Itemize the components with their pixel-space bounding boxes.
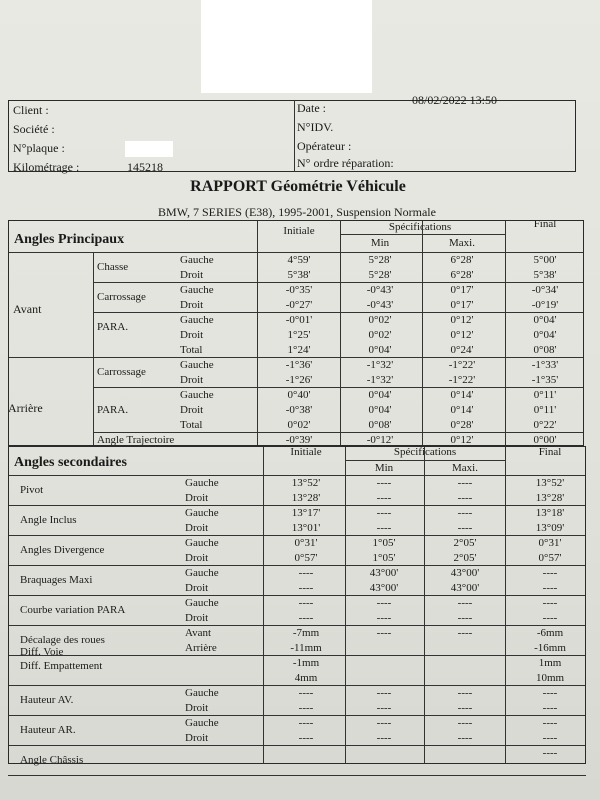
- principal-min-value: 0°02': [368, 329, 392, 341]
- secondary-value: ----: [298, 717, 314, 729]
- principal-min-value: 0°04': [368, 389, 392, 401]
- secondary-value: ----: [542, 747, 558, 759]
- secondary-row-label: Diff. Empattement: [20, 660, 103, 672]
- principal-initial-value: 0°40': [287, 389, 311, 401]
- principal-max-value: 0°17': [450, 284, 474, 296]
- principal-initial-value: 1°24': [287, 344, 311, 356]
- secondary-value: ----: [298, 567, 314, 579]
- principal-min-value: 0°04': [368, 344, 392, 356]
- secondary-col-final: Final: [538, 446, 562, 458]
- secondary-row-label: Courbe variation PARA: [20, 604, 126, 616]
- secondary-row-label: Décalage des roues: [20, 634, 105, 646]
- kilometrage-value: 145218: [127, 160, 163, 174]
- secondary-value: ----: [376, 702, 392, 714]
- ordre-label: N° ordre réparation:: [297, 156, 394, 170]
- principal-final-value: -0°19': [531, 299, 559, 311]
- date-label: Date :: [297, 101, 326, 115]
- secondary-side-label: Avant: [185, 627, 212, 639]
- principal-final-value: 5°38': [533, 269, 557, 281]
- principal-min-value: -0°43': [366, 299, 394, 311]
- principal-initial-value: -0°27': [285, 299, 313, 311]
- principal-initial-value: -0°38': [285, 404, 313, 416]
- secondary-value: ----: [457, 597, 473, 609]
- secondary-value: 43°00': [369, 582, 399, 594]
- secondary-value: ----: [376, 597, 392, 609]
- secondary-value: 0°31': [294, 537, 318, 549]
- secondary-value: 1°05': [372, 537, 396, 549]
- secondary-side-label: Gauche: [185, 687, 219, 699]
- societe-label: Société :: [13, 122, 55, 136]
- secondary-value: ----: [457, 522, 473, 534]
- secondary-value: -16mm: [534, 642, 566, 654]
- redacted-plate: [125, 141, 173, 157]
- secondary-value: -6mm: [536, 627, 564, 639]
- secondary-value: 43°00': [450, 582, 480, 594]
- principal-min-value: -1°32': [366, 359, 394, 371]
- secondary-row-label: Angle Châssis: [20, 754, 84, 766]
- secondary-col-specs: Spécifications: [393, 446, 457, 458]
- principal-row-side: Gauche: [180, 389, 214, 401]
- secondary-value: 2°05': [453, 552, 477, 564]
- secondary-value: ----: [542, 732, 558, 744]
- principal-max-value: -1°22': [448, 359, 476, 371]
- secondary-value: ----: [457, 492, 473, 504]
- secondary-row-label: Braquages Maxi: [20, 574, 93, 586]
- principal-initial-value: -1°26': [285, 374, 313, 386]
- secondary-value: ----: [376, 492, 392, 504]
- plaque-label: N°plaque :: [13, 141, 65, 155]
- principal-row-category: Chasse: [97, 261, 129, 273]
- secondary-value: ----: [457, 732, 473, 744]
- secondary-value: ----: [298, 612, 314, 624]
- secondary-row-label: Angle Inclus: [20, 514, 77, 526]
- idv-label: N°IDV.: [297, 120, 334, 134]
- secondary-value: ----: [298, 582, 314, 594]
- secondary-value: ----: [298, 702, 314, 714]
- secondary-side-label: Arrière: [185, 642, 217, 654]
- principal-final-value: 0°22': [533, 419, 557, 431]
- secondary-value: ----: [298, 687, 314, 699]
- principal-row-side: Total: [180, 419, 203, 431]
- secondary-side-label: Droit: [185, 732, 209, 744]
- principal-row-side: Gauche: [180, 359, 214, 371]
- principal-min-value: -0°12': [366, 434, 394, 446]
- principal-row-category: Carrossage: [97, 291, 146, 303]
- principal-initial-value: -0°01': [285, 314, 313, 326]
- principal-final-value: 5°00': [533, 254, 557, 266]
- secondary-side-label: Gauche: [185, 717, 219, 729]
- secondary-value: ----: [376, 627, 392, 639]
- principal-row-category: PARA.: [97, 321, 129, 333]
- secondary-value: 0°57': [294, 552, 318, 564]
- secondary-side-label: Gauche: [185, 597, 219, 609]
- principal-min-value: 0°08': [368, 419, 392, 431]
- secondary-table-frame: [8, 446, 586, 764]
- principal-max-value: 6°28': [450, 269, 474, 281]
- secondary-row-label: Hauteur AV.: [20, 694, 74, 706]
- secondary-value: ----: [457, 717, 473, 729]
- principal-col-maxi: Maxi.: [449, 237, 475, 249]
- secondary-value: ----: [542, 687, 558, 699]
- secondary-value: 10mm: [535, 672, 565, 684]
- secondary-value: ----: [376, 477, 392, 489]
- secondary-value: ----: [542, 612, 558, 624]
- secondary-value: ----: [542, 717, 558, 729]
- principal-max-value: 0°24': [450, 344, 474, 356]
- secondary-value: 4mm: [294, 672, 318, 684]
- principal-max-value: -1°22': [448, 374, 476, 386]
- principal-min-value: 0°04': [368, 404, 392, 416]
- secondary-value: ----: [542, 702, 558, 714]
- principal-col-final: Final: [533, 218, 557, 230]
- principal-final-value: 0°11': [533, 389, 557, 401]
- secondary-value: ----: [457, 702, 473, 714]
- principal-row-side: Gauche: [180, 284, 214, 296]
- secondary-value: ----: [376, 687, 392, 699]
- principal-initial-value: 1°25': [287, 329, 311, 341]
- secondary-row-label: Angles Divergence: [20, 544, 105, 556]
- principal-row-side: Droit: [180, 299, 204, 311]
- secondary-value: -7mm: [292, 627, 320, 639]
- secondary-value: -11mm: [290, 642, 322, 654]
- principal-final-value: 0°11': [533, 404, 557, 416]
- secondary-row-label: Diff. Voie: [20, 646, 64, 658]
- secondary-value: 43°00': [450, 567, 480, 579]
- secondary-value: 13°17': [291, 507, 321, 519]
- principal-max-value: 0°14': [450, 404, 474, 416]
- secondary-value: 13°09': [535, 522, 565, 534]
- principal-max-value: 0°12': [450, 314, 474, 326]
- secondary-value: ----: [457, 687, 473, 699]
- principal-final-value: -1°35': [531, 374, 559, 386]
- secondary-value: ----: [376, 612, 392, 624]
- report-title: RAPPORT Géométrie Véhicule: [190, 178, 406, 195]
- secondary-side-label: Droit: [185, 612, 209, 624]
- secondary-value: ----: [457, 627, 473, 639]
- secondary-value: ----: [542, 582, 558, 594]
- secondary-value: 43°00': [369, 567, 399, 579]
- secondary-value: 2°05': [453, 537, 477, 549]
- secondary-col-maxi: Maxi.: [452, 462, 478, 474]
- secondary-value: ----: [457, 507, 473, 519]
- principal-col-specs: Spécifications: [388, 221, 452, 233]
- secondary-value: ----: [298, 597, 314, 609]
- secondary-col-min: Min: [374, 462, 394, 474]
- secondary-value: ----: [376, 717, 392, 729]
- client-label: Client :: [13, 103, 49, 117]
- principal-min-value: 5°28': [368, 269, 392, 281]
- date-value: 08/02/2022 13:50: [412, 93, 498, 107]
- secondary-side-label: Gauche: [185, 567, 219, 579]
- secondary-side-label: Droit: [185, 552, 209, 564]
- secondary-side-label: Gauche: [185, 537, 219, 549]
- principal-max-value: 0°12': [450, 434, 474, 446]
- principal-max-value: 0°28': [450, 419, 474, 431]
- secondary-value: ----: [457, 477, 473, 489]
- secondary-side-label: Gauche: [185, 477, 219, 489]
- secondary-side-label: Gauche: [185, 507, 219, 519]
- principal-col-initiale: Initiale: [283, 225, 315, 237]
- principal-initial-value: 5°38': [287, 269, 311, 281]
- secondary-row-label: Pivot: [20, 484, 44, 496]
- principal-table-frame: [8, 220, 584, 446]
- principal-min-value: 5°28': [368, 254, 392, 266]
- principal-row-side: Droit: [180, 374, 204, 386]
- principal-final-value: 0°04': [533, 314, 557, 326]
- principal-final-value: -1°33': [531, 359, 559, 371]
- secondary-value: 13°28': [535, 492, 565, 504]
- secondary-value: 13°52': [535, 477, 565, 489]
- principal-max-value: 6°28': [450, 254, 474, 266]
- secondary-col-initiale: Initiale: [290, 446, 322, 458]
- principal-max-value: 0°14': [450, 389, 474, 401]
- secondary-value: 13°18': [535, 507, 565, 519]
- principal-row-side: Gauche: [180, 314, 214, 326]
- principal-row-category: Carrossage: [97, 366, 146, 378]
- principal-initial-value: -1°36': [285, 359, 313, 371]
- principal-row-side: Droit: [180, 404, 204, 416]
- secondary-value: 13°28': [291, 492, 321, 504]
- principal-min-value: -1°32': [366, 374, 394, 386]
- secondary-side-label: Droit: [185, 582, 209, 594]
- secondary-value: ----: [542, 597, 558, 609]
- secondary-value: 13°01': [291, 522, 321, 534]
- principal-row-category: PARA.: [97, 404, 129, 416]
- principal-initial-value: -0°39': [285, 434, 313, 446]
- secondary-value: ----: [376, 522, 392, 534]
- secondary-value: ----: [542, 567, 558, 579]
- secondary-side-label: Droit: [185, 492, 209, 504]
- redacted-header-block: [201, 0, 372, 93]
- principal-max-value: 0°12': [450, 329, 474, 341]
- secondary-section-title: Angles secondaires: [14, 455, 127, 470]
- principal-row-side: Droit: [180, 329, 204, 341]
- principal-initial-value: 4°59': [287, 254, 311, 266]
- principal-final-value: 0°08': [533, 344, 557, 356]
- principal-final-value: 0°00': [533, 434, 557, 446]
- secondary-value: 13°52': [291, 477, 321, 489]
- secondary-side-label: Droit: [185, 702, 209, 714]
- secondary-side-label: Droit: [185, 522, 209, 534]
- secondary-value: ----: [298, 732, 314, 744]
- principal-row-side: Gauche: [180, 254, 214, 266]
- group-arriere: Arrière: [8, 401, 43, 415]
- principal-min-value: -0°43': [366, 284, 394, 296]
- principal-row-category: Angle Trajectoire: [97, 434, 175, 446]
- client-info-box: [8, 100, 576, 172]
- secondary-value: ----: [457, 612, 473, 624]
- secondary-value: -1mm: [292, 657, 320, 669]
- principal-initial-value: -0°35': [285, 284, 313, 296]
- principal-final-value: 0°04': [533, 329, 557, 341]
- operateur-label: Opérateur :: [297, 139, 352, 153]
- secondary-row-label: Hauteur AR.: [20, 724, 76, 736]
- principal-initial-value: 0°02': [287, 419, 311, 431]
- group-avant: Avant: [13, 302, 42, 316]
- secondary-value: 1°05': [372, 552, 396, 564]
- secondary-row-divider: [8, 775, 586, 776]
- principal-final-value: -0°34': [531, 284, 559, 296]
- secondary-value: ----: [376, 732, 392, 744]
- principal-section-title: Angles Principaux: [14, 232, 125, 247]
- kilometrage-label: Kilométrage :: [13, 160, 80, 174]
- principal-max-value: 0°17': [450, 299, 474, 311]
- secondary-value: 0°57': [538, 552, 562, 564]
- secondary-value: 1mm: [538, 657, 562, 669]
- principal-row-side: Total: [180, 344, 203, 356]
- info-divider: [294, 100, 295, 172]
- principal-col-min: Min: [370, 237, 390, 249]
- secondary-value: 0°31': [538, 537, 562, 549]
- principal-row-side: Droit: [180, 269, 204, 281]
- vehicle-description: BMW, 7 SERIES (E38), 1995-2001, Suspension Normale: [158, 205, 436, 219]
- principal-min-value: 0°02': [368, 314, 392, 326]
- secondary-value: ----: [376, 507, 392, 519]
